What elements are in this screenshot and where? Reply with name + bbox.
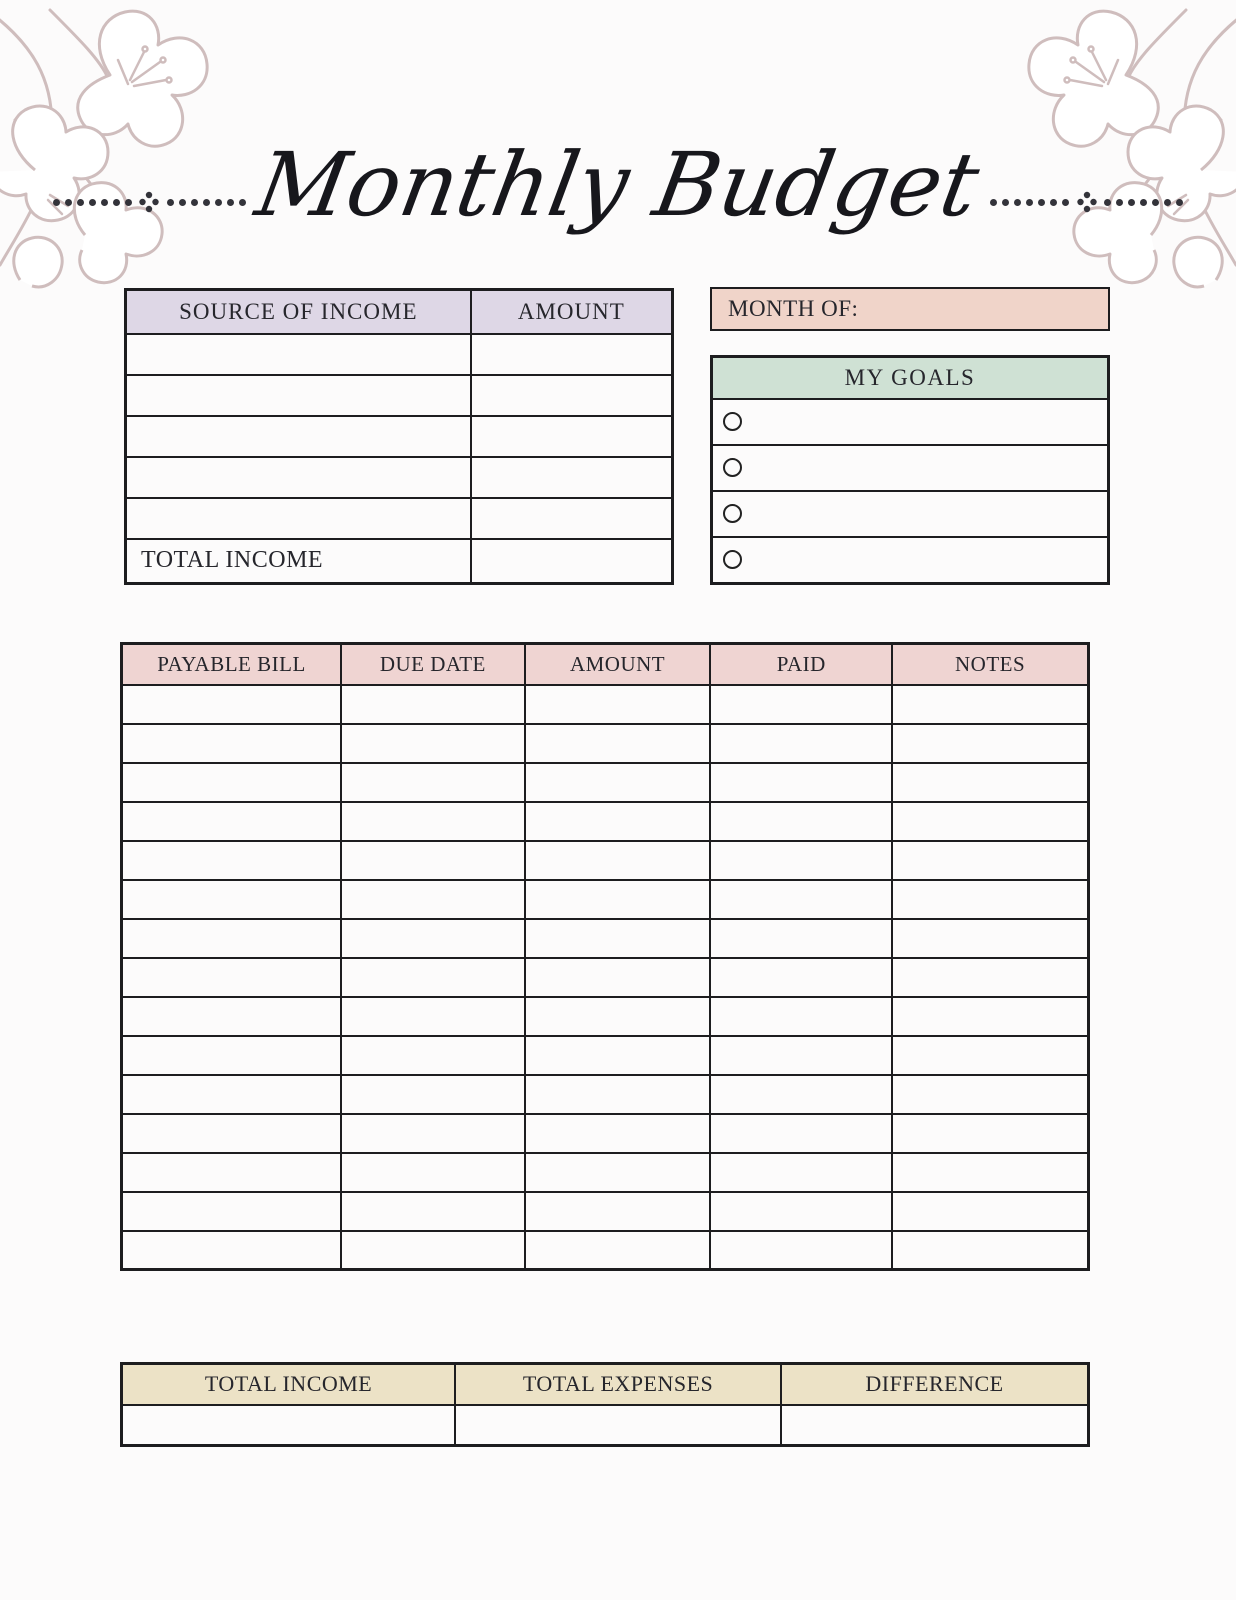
dot-icon <box>53 199 60 206</box>
bill-cell[interactable] <box>122 763 342 802</box>
dot-divider-left <box>50 191 248 213</box>
bill-cell[interactable] <box>892 763 1088 802</box>
income-cell[interactable] <box>126 334 471 375</box>
bill-cell[interactable] <box>122 1075 342 1114</box>
summary-table <box>120 1362 1090 1447</box>
bill-cell[interactable] <box>341 841 525 880</box>
income-cell[interactable] <box>126 498 471 539</box>
bill-cell[interactable] <box>122 880 342 919</box>
bill-cell[interactable] <box>122 1114 342 1153</box>
dot-icon <box>1014 199 1021 206</box>
dot-icon <box>227 199 234 206</box>
bill-cell[interactable] <box>341 724 525 763</box>
bill-cell[interactable] <box>710 841 892 880</box>
dot-icon <box>1128 199 1135 206</box>
bill-cell[interactable] <box>122 919 342 958</box>
goal-checkbox-circle-icon[interactable] <box>723 550 742 569</box>
bills-section <box>120 642 1090 1271</box>
goal-checkbox-circle-icon[interactable] <box>723 504 742 523</box>
goal-checkbox-circle-icon[interactable] <box>723 412 742 431</box>
bills-header-payable-bill: PAYABLE BILL <box>122 644 342 685</box>
bill-cell[interactable] <box>122 685 342 724</box>
bill-cell[interactable] <box>341 685 525 724</box>
dot-icon <box>125 199 132 206</box>
month-of-label: MONTH OF: <box>728 296 859 321</box>
goal-row <box>712 537 1109 584</box>
bill-cell[interactable] <box>341 1075 525 1114</box>
summary-section <box>120 1362 1090 1447</box>
dot-icon <box>191 199 198 206</box>
bill-cell[interactable] <box>710 1114 892 1153</box>
bill-cell[interactable] <box>710 1192 892 1231</box>
table-row <box>122 997 1089 1036</box>
dot-icon <box>239 199 246 206</box>
goals-section <box>710 355 1110 585</box>
table-row <box>122 1036 1089 1075</box>
income-cell[interactable] <box>471 498 673 539</box>
dot-icon <box>1116 199 1123 206</box>
summary-header-total-income: TOTAL INCOME <box>122 1364 456 1405</box>
summary-header-difference: DIFFERENCE <box>781 1364 1089 1405</box>
bills-header-amount: AMOUNT <box>525 644 711 685</box>
table-row <box>122 1231 1089 1270</box>
goal-row <box>712 491 1109 537</box>
bill-cell[interactable] <box>892 880 1088 919</box>
table-row <box>122 1192 1089 1231</box>
table-row <box>122 1153 1089 1192</box>
bill-cell[interactable] <box>525 1231 711 1270</box>
dot-icon <box>1050 199 1057 206</box>
table-row <box>122 685 1089 724</box>
bill-cell[interactable] <box>122 1192 342 1231</box>
bill-cell[interactable] <box>710 763 892 802</box>
dot-icon <box>1164 199 1171 206</box>
income-cell[interactable] <box>471 375 673 416</box>
summary-cell[interactable] <box>122 1405 456 1446</box>
bill-cell[interactable] <box>341 880 525 919</box>
bill-cell[interactable] <box>122 1231 342 1270</box>
bill-cell[interactable] <box>341 958 525 997</box>
bill-cell[interactable] <box>341 1192 525 1231</box>
goals-header-row <box>712 357 1109 399</box>
income-cell[interactable] <box>471 334 673 375</box>
bill-cell[interactable] <box>892 919 1088 958</box>
dot-icon <box>89 199 96 206</box>
bill-cell[interactable] <box>892 724 1088 763</box>
bill-cell[interactable] <box>525 685 711 724</box>
bill-cell[interactable] <box>525 1075 711 1114</box>
table-row <box>126 375 673 416</box>
total-income-amount-cell[interactable] <box>471 539 673 584</box>
bill-cell[interactable] <box>525 841 711 880</box>
diamond-dots-icon <box>1077 191 1097 213</box>
bills-header-due-date: DUE DATE <box>341 644 525 685</box>
bill-cell[interactable] <box>341 1114 525 1153</box>
table-row <box>122 1114 1089 1153</box>
bill-cell[interactable] <box>710 685 892 724</box>
dot-icon <box>77 199 84 206</box>
goal-row <box>712 399 1109 445</box>
dot-icon <box>1038 199 1045 206</box>
bill-cell[interactable] <box>892 1036 1088 1075</box>
bill-cell[interactable] <box>341 1231 525 1270</box>
table-row <box>122 724 1089 763</box>
page-title: Monthly Budget <box>249 132 987 236</box>
income-total-row <box>126 539 673 584</box>
bill-cell[interactable] <box>892 841 1088 880</box>
goal-checkbox-circle-icon[interactable] <box>723 458 742 477</box>
month-of-value-field[interactable] <box>858 289 1108 329</box>
dot-icon <box>1152 199 1159 206</box>
bill-cell[interactable] <box>122 997 342 1036</box>
income-section <box>124 288 674 585</box>
dot-icon <box>1026 199 1033 206</box>
bill-cell[interactable] <box>525 880 711 919</box>
bill-cell[interactable] <box>710 1075 892 1114</box>
bill-cell[interactable] <box>525 958 711 997</box>
dot-icon <box>1062 199 1069 206</box>
summary-cell[interactable] <box>781 1405 1089 1446</box>
summary-cell[interactable] <box>455 1405 781 1446</box>
bill-cell[interactable] <box>525 1114 711 1153</box>
bill-cell[interactable] <box>710 997 892 1036</box>
bill-cell[interactable] <box>892 997 1088 1036</box>
bills-header-row <box>122 644 1089 685</box>
bill-cell[interactable] <box>892 1114 1088 1153</box>
bill-cell[interactable] <box>710 880 892 919</box>
dot-icon <box>1176 199 1183 206</box>
income-cell[interactable] <box>471 457 673 498</box>
dot-icon <box>101 199 108 206</box>
dot-icon <box>113 199 120 206</box>
table-row <box>122 802 1089 841</box>
dot-icon <box>1140 199 1147 206</box>
right-panel <box>710 287 1110 585</box>
bill-cell[interactable] <box>710 802 892 841</box>
dot-icon <box>179 199 186 206</box>
income-cell[interactable] <box>126 375 471 416</box>
bill-cell[interactable] <box>341 802 525 841</box>
dot-icon <box>990 199 997 206</box>
total-income-label: TOTAL INCOME <box>126 539 471 584</box>
table-row <box>126 498 673 539</box>
dot-icon <box>215 199 222 206</box>
bill-cell[interactable] <box>525 1036 711 1075</box>
bill-cell[interactable] <box>525 997 711 1036</box>
bill-cell[interactable] <box>122 841 342 880</box>
bill-cell[interactable] <box>525 919 711 958</box>
income-cell[interactable] <box>126 457 471 498</box>
summary-header-total-expenses: TOTAL EXPENSES <box>455 1364 781 1405</box>
bill-cell[interactable] <box>341 1153 525 1192</box>
table-row <box>122 841 1089 880</box>
table-row <box>122 763 1089 802</box>
dot-divider-right <box>988 191 1186 213</box>
bill-cell[interactable] <box>710 724 892 763</box>
income-header-source: SOURCE OF INCOME <box>126 290 471 334</box>
bill-cell[interactable] <box>892 685 1088 724</box>
bill-cell[interactable] <box>122 724 342 763</box>
income-cell[interactable] <box>471 416 673 457</box>
bill-cell[interactable] <box>710 1036 892 1075</box>
table-row <box>126 457 673 498</box>
bill-cell[interactable] <box>710 919 892 958</box>
bill-cell[interactable] <box>710 1153 892 1192</box>
table-row <box>122 919 1089 958</box>
bill-cell[interactable] <box>525 1153 711 1192</box>
dot-icon <box>167 199 174 206</box>
dot-icon <box>65 199 72 206</box>
bill-cell[interactable] <box>892 802 1088 841</box>
bill-cell[interactable] <box>525 724 711 763</box>
income-cell[interactable] <box>126 416 471 457</box>
dot-icon <box>1002 199 1009 206</box>
page-header <box>0 100 1236 270</box>
table-row <box>122 1405 1089 1446</box>
bill-cell[interactable] <box>341 919 525 958</box>
bill-cell[interactable] <box>122 802 342 841</box>
bills-table <box>120 642 1090 1271</box>
bill-cell[interactable] <box>341 1036 525 1075</box>
income-header-amount: AMOUNT <box>471 290 673 334</box>
income-header-row <box>126 290 673 334</box>
bill-cell[interactable] <box>710 1231 892 1270</box>
table-row <box>126 334 673 375</box>
bill-cell[interactable] <box>710 958 892 997</box>
summary-header-row <box>122 1364 1089 1405</box>
bill-cell[interactable] <box>122 1036 342 1075</box>
bills-header-notes: NOTES <box>892 644 1088 685</box>
income-table <box>124 288 674 585</box>
bill-cell[interactable] <box>892 958 1088 997</box>
bill-cell[interactable] <box>122 1153 342 1192</box>
bill-cell[interactable] <box>525 763 711 802</box>
goals-title: MY GOALS <box>712 357 1109 399</box>
bill-cell[interactable] <box>525 802 711 841</box>
bill-cell[interactable] <box>892 1192 1088 1231</box>
bill-cell[interactable] <box>525 1192 711 1231</box>
bill-cell[interactable] <box>341 997 525 1036</box>
table-row <box>122 958 1089 997</box>
dot-icon <box>203 199 210 206</box>
bill-cell[interactable] <box>122 958 342 997</box>
bill-cell[interactable] <box>892 1231 1088 1270</box>
bill-cell[interactable] <box>892 1075 1088 1114</box>
table-row <box>122 1075 1089 1114</box>
goal-row <box>712 445 1109 491</box>
goals-table <box>710 355 1110 585</box>
dot-icon <box>1104 199 1111 206</box>
table-row <box>122 880 1089 919</box>
bill-cell[interactable] <box>341 763 525 802</box>
bills-header-paid: PAID <box>710 644 892 685</box>
diamond-dots-icon <box>139 191 159 213</box>
table-row <box>126 416 673 457</box>
month-of-box <box>710 287 1110 331</box>
bill-cell[interactable] <box>892 1153 1088 1192</box>
